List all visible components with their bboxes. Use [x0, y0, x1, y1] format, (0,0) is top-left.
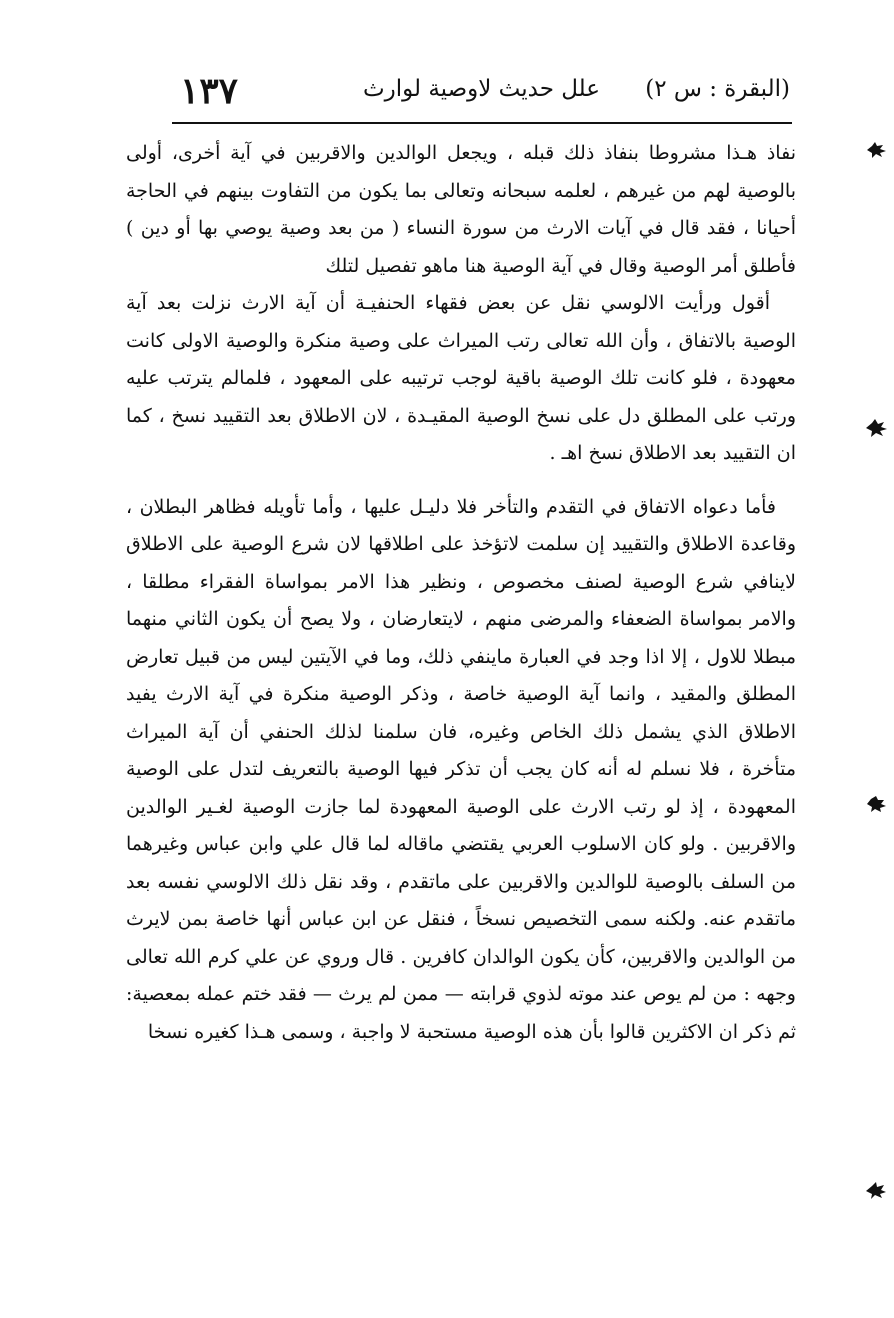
ink-blot-icon: [864, 794, 888, 814]
surah-reference: (البقرة : س ٢): [645, 76, 790, 102]
paragraph-3: فأما دعواه الاتفاق في التقدم والتأخر فلا دليـل عليها ، وأما تأويله فظاهر البطلان ، وقاعدة الاطلاق والتقييد إن سلمت لاتؤخذ على اطلاقها لان شرع الوصية على الاطلاق لاينافي شرع الوصية لصنف مخصوص ، ونظير هذا الامر بمواساة الفقراء مطلقا ، والامر بمواساة الضعفاء والمرضى منهم ، لايتعارضان ، ولا يصح أن يكون الثاني منهما مبطلا للاول ، إلا اذا وجد في العبارة ماينفي ذلك، وما في الآيتين ليس من قبيل تعارض المطلق والمقيد ، وانما آية الوصية خاصة ، وذكر الوصية منكرة في آية الارث يفيد الاطلاق الذي يشمل ذلك الخاص وغيره، فان سلمنا لذلك الحنفي أن آية الميراث متأخرة ، فلا نسلم له أنه كان يجب أن تذكر فيها الوصية بالتعريف لتدل على الوصية المعهودة ، إذ لو رتب الارث على الوصية المعهودة لما جازت الوصية لغـير الوالدين والاقربين . ولو كان الاسلوب العربي يقتضي ماقاله لما قال علي وابن عباس وغيرهما من السلف بالوصية للوالدين والاقربين على ماتقدم ، وقد نقل ذلك الالوسي نفسه بعد ماتقدم عنه. ولكنه سمى التخصيص نسخاً ، فنقل عن ابن عباس أنها خاصة بمن لايرث من الوالدين والاقربين، كأن يكون الوالدان كافرين . قال وروي عن علي كرم الله تعالى وجهه : من لم يوص عند موته لذوي قرابته — ممن لم يرث — فقد ختم عمله بمعصية: ثم ذكر ان الاكثرين قالوا بأن هذه الوصية مستحبة لا واجبة ، وسمى هـذا كغيره نسخا: [126, 495, 796, 1043]
body-text: [126, 135, 796, 1051]
page-header: [170, 70, 790, 120]
paragraph-2: أقول ورأيت الالوسي نقل عن بعض فقهاء الحنفيـة أن آية الارث نزلت بعد آية الوصية بالاتفاق ، وأن الله تعالى رتب الميراث على وصية منكرة والوصية الاولى كانت معهودة ، فلو كانت تلك الوصية باقية لوجب ترتيبه على المعهود ، فلمالم يترتب عليه ورتب على المطلق دل على نسخ الوصية المقيـدة ، لان الاطلاق بعد التقييد نسخ ، كما ان التقييد بعد الاطلاق نسخ اهـ .: [126, 292, 796, 464]
ink-blot-icon: [864, 140, 888, 160]
ink-blot-icon: [864, 1180, 888, 1200]
paragraph-1: نفاذ هـذا مشروطا بنفاذ ذلك قبله ، ويجعل الوالدين والاقربين في آية أخرى، أولى بالوصية لهم من غيرهم ، لعلمه سبحانه وتعالى بما يكون من التفاوت بينهم في الحاجة أحيانا ، فقد قال في آيات الارث من سورة النساء ( من بعد وصية يوصي بها أو دين ) فأطلق أمر الوصية وقال في آية الوصية هنا ماهو تفصيل لتلك: [126, 142, 796, 277]
header-rule: [172, 122, 792, 124]
page-number: ١٣٧: [180, 70, 239, 112]
running-title: علل حديث لاوصية لوارث: [362, 76, 600, 102]
ink-blot-icon: [864, 418, 888, 438]
